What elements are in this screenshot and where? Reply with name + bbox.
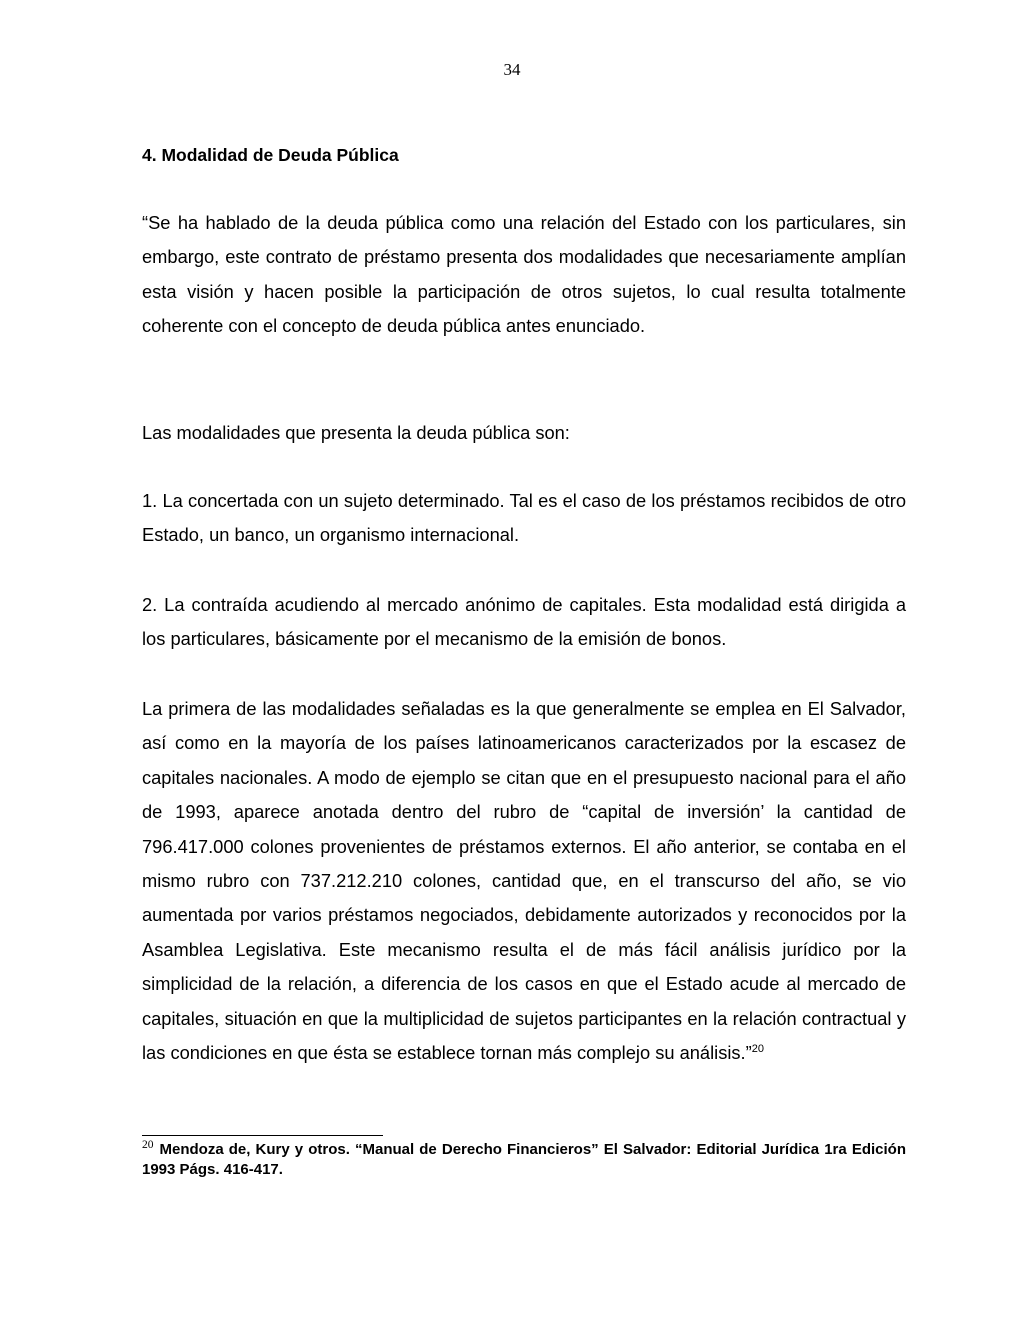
footnote-reference[interactable]: 20 bbox=[751, 1042, 764, 1055]
page-number: 34 bbox=[503, 60, 521, 79]
footnote bbox=[142, 1140, 906, 1180]
footnote-separator bbox=[142, 1135, 383, 1136]
analysis-paragraph bbox=[142, 692, 906, 1070]
modality-item-2: 2. La contraída acudiendo al mercado anónimo de capitales. Esta modalidad está dirigida a los particulares, básicamente por el mecanismo de la emisión de bonos. bbox=[142, 594, 906, 650]
modalities-lead-paragraph: Las modalidades que presenta la deuda pública son: bbox=[142, 422, 570, 443]
footnote-marker: 20 bbox=[142, 1139, 154, 1151]
footnote-text: Mendoza de, Kury y otros. “Manual de Derecho Financieros” El Salvador: Editorial Jurídica 1ra Edición 1993 Págs. 416-417. bbox=[142, 1141, 906, 1178]
analysis-text: La primera de las modalidades señaladas es la que generalmente se emplea en El Salvador, así como en la mayoría de los países latinoamericanos caracterizados por la escasez de capitales nacionales. A modo de ejemplo se citan que en el presupuesto nacional para el año de 1993, aparece anotada dentro del rubro de “capital de inversión’ la cantidad de 796.417.000 colones provenientes de préstamos externos. El año anterior, se contaba en el mismo rubro con 737.212.210 colones, cantidad que, en el transcurso del año, se vio aumentada por varios préstamos negociados, debidamente autorizados y reconocidos por la Asamblea Legislativa. Este mecanismo resulta el de más fácil análisis jurídico por la simplicidad de la relación, a diferencia de los casos en que el Estado acude al mercado de capitales, situación en que la multiplicidad de sujetos participantes en la relación contractual y las condiciones en que ésta se establece tornan más complejo su análisis.” bbox=[142, 698, 906, 1064]
modality-item-1: 1. La concertada con un sujeto determinado. Tal es el caso de los préstamos recibidos de otro Estado, un banco, un organismo internacional. bbox=[142, 490, 906, 546]
quote-intro-paragraph: “Se ha hablado de la deuda pública como una relación del Estado con los particulares, sin embargo, este contrato de préstamo presenta dos modalidades que necesariamente amplían esta visión y hacen posible la participación de otros sujetos, lo cual resulta totalmente coherente con el concepto de deuda pública antes enunciado. bbox=[142, 212, 906, 337]
section-heading: 4. Modalidad de Deuda Pública bbox=[142, 145, 399, 165]
